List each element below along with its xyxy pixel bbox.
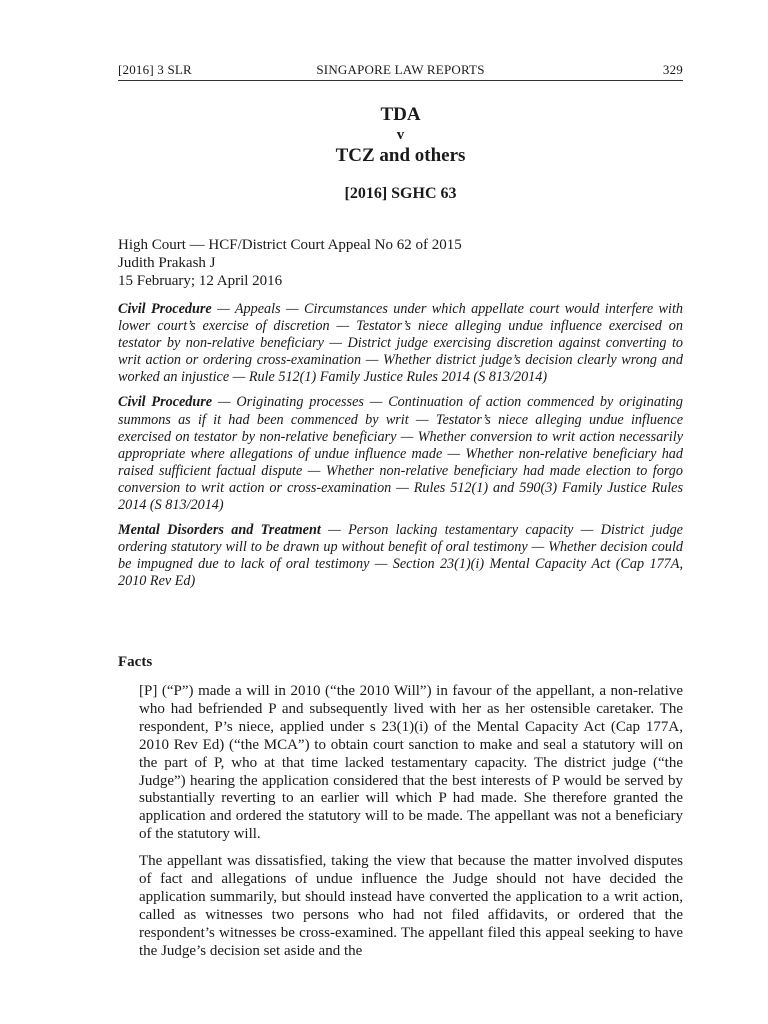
catchword-heading: Mental Disorders and Treatment <box>118 522 321 539</box>
court-and-case-number: High Court — HCF/District Court Appeal No 62 of 2015 <box>118 237 462 253</box>
catchword-heading: Civil Procedure <box>118 394 213 411</box>
facts-paragraph: [P] (“P”) made a will in 2010 (“the 2010 Will”) in favour of the appellant, a non-relative who had befriended P and subsequently lived with her as her ostensible caretaker. The respondent, P’s niece, applied under s 23(1)(i) of the Mental Capacity Act (Cap 177A, 2010 Rev Ed) (“the MCA”) to obtain court sanction to make and seal a statutory will on the part of P, who at that time lacked testamentary capacity. The district judge (“the Judge”) hearing the application considered that the best interests of P would be served by substantially reverting to an earlier will which P had made. She therefore granted the application and ordered the statutory will to be made. The appellant was not a beneficiary of the statutory will. <box>139 683 683 843</box>
case-title <box>118 104 683 168</box>
judge-name: Judith Prakash J <box>118 255 216 271</box>
catchwords <box>118 301 683 599</box>
versus-label: v <box>396 127 405 143</box>
court-info <box>118 236 683 290</box>
respondent-name: TCZ and others <box>335 145 466 166</box>
facts-heading: Facts <box>118 654 153 670</box>
report-volume: [2016] 3 SLR <box>118 62 192 77</box>
catchword-paragraph <box>118 301 683 386</box>
facts-body <box>139 683 683 970</box>
header-rule <box>118 80 683 81</box>
page-number: 329 <box>662 62 683 77</box>
catchword-paragraph <box>118 522 683 590</box>
catchword-paragraph <box>118 394 683 514</box>
facts-paragraph: The appellant was dissatisfied, taking the view that because the matter involved disputes of fact and allegations of undue influence the Judge should not have decided the application summarily, but should instead have converted the application to a writ action, called as witnesses two persons who had not filed affidavits, or ordered that the respondent’s witnesses be cross-examined. The appellant filed this appeal seeking to have the Judge’s decision set aside and the <box>139 853 683 959</box>
running-head <box>118 62 683 80</box>
catchword-text: — Appeals — Circumstances under which appellate court would interfere with lower court’s exercise of discretion — Testator’s niece alleging undue influence exercised on testator by non-relative beneficiary — District judge exercising discretion against converting to writ action or ordering cross-examination — Whether district judge’s decision clearly wrong and worked an injustice — Rule 512(1) Family Justice Rules 2014 (S 813/2014) <box>118 301 683 386</box>
catchword-text: — Originating processes — Continuation of action commenced by originating summons as if it had been commenced by writ — Testator’s niece alleging undue influence exercised on testator by non-relative beneficiary — Whether conversion to writ action necessarily appropriate where allegations of undue influence made — Whether non-relative beneficiary had raised sufficient factual dispute — Whether non-relative beneficiary had made election to forgo conversion to writ action or cross-examination — Rules 512(1) and 590(3) Family Justice Rules 2014 (S 813/2014) <box>118 394 683 514</box>
hearing-dates: 15 February; 12 April 2016 <box>118 273 283 289</box>
appellant-name: TDA <box>380 104 421 125</box>
neutral-citation: [2016] SGHC 63 <box>344 185 457 202</box>
catchword-text: — Person lacking testamentary capacity — District judge ordering statutory will to be drawn up without benefit of oral testimony — Whether decision could be impugned due to lack of oral testimony — Section 23(1)(i) Mental Capacity Act (Cap 177A, 2010 Rev Ed) <box>118 522 683 590</box>
report-series-name: SINGAPORE LAW REPORTS <box>316 62 485 77</box>
catchword-heading: Civil Procedure <box>118 301 212 317</box>
